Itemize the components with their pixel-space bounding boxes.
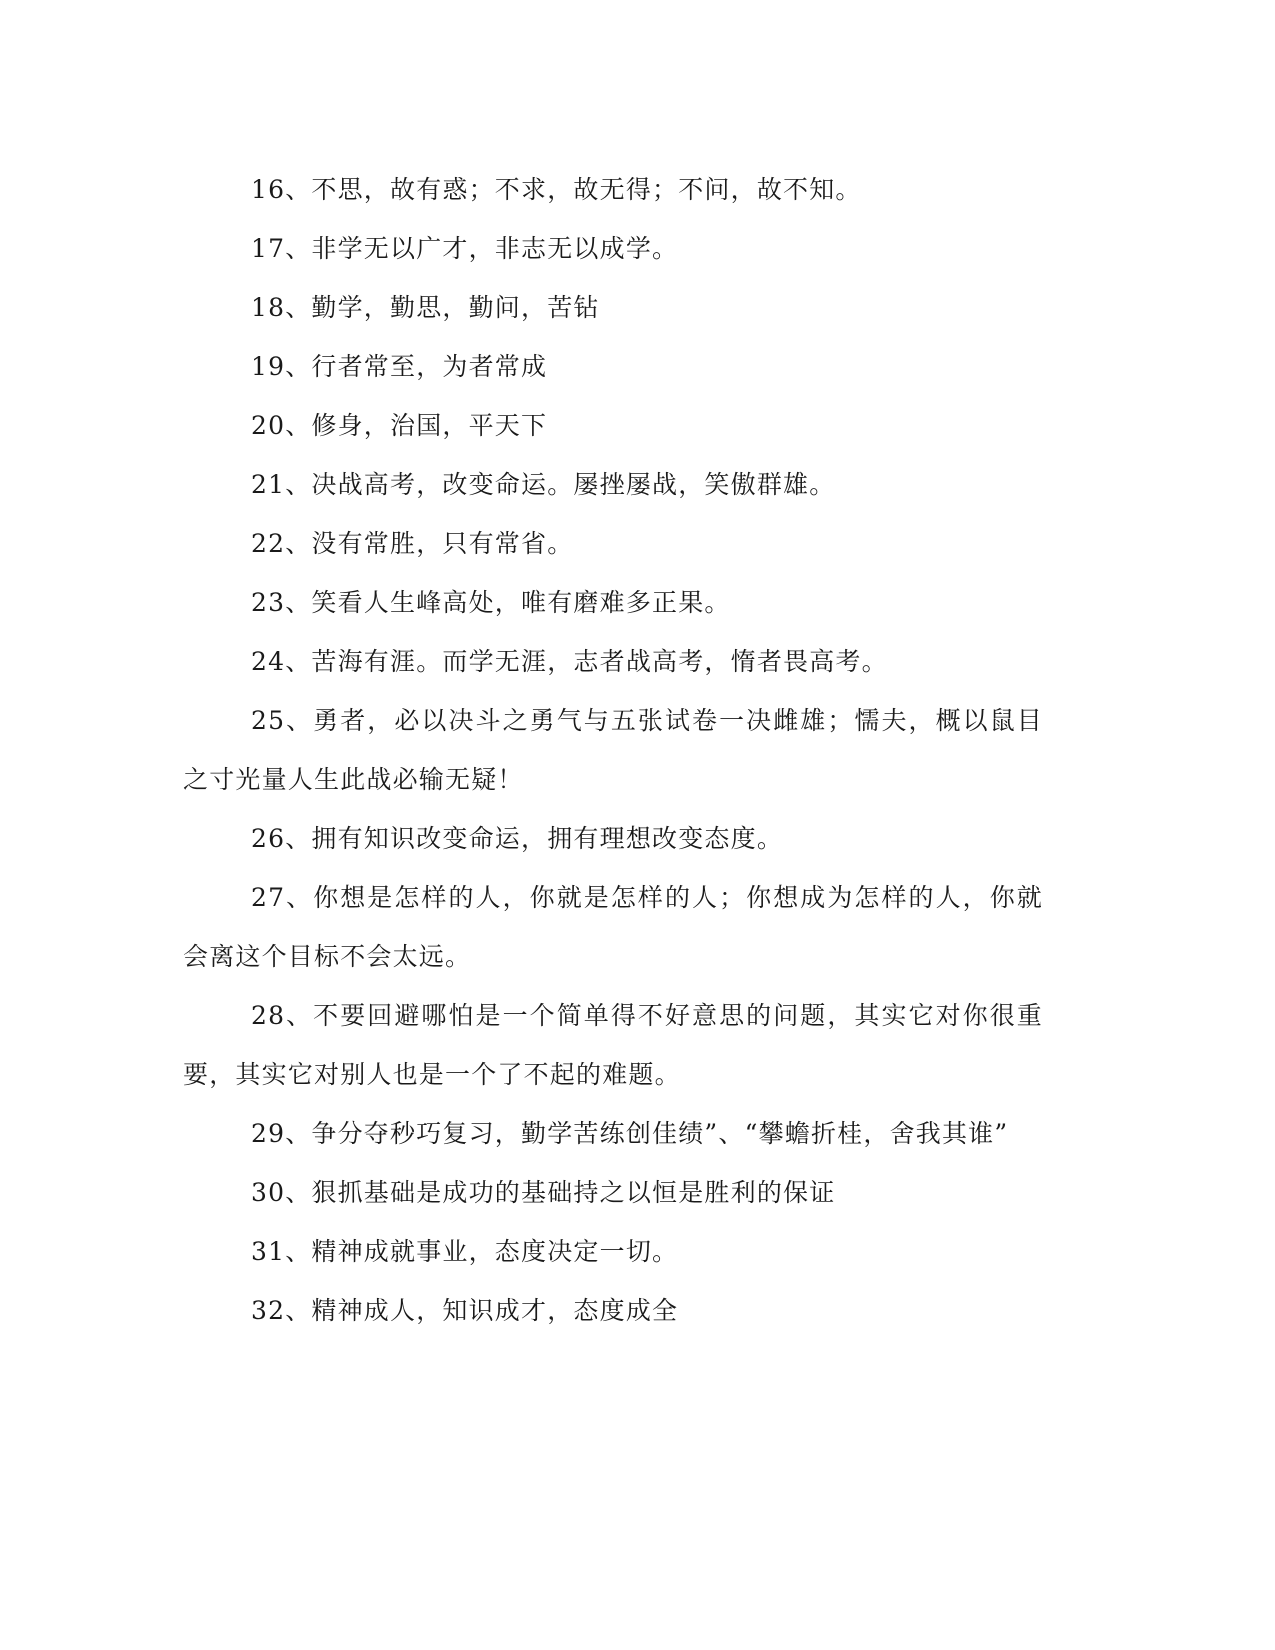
paragraph-23: 23、笑看人生峰高处，唯有磨难多正果。 <box>251 588 731 617</box>
paragraph-25: 25、勇者，必以决斗之勇气与五张试卷一决雌雄；懦夫，概以鼠目之寸光量人生此战必输无疑！ <box>183 706 1043 794</box>
paragraph-27: 27、你想是怎样的人，你就是怎样的人；你想成为怎样的人，你就会离这个目标不会太远。 <box>183 883 1043 971</box>
paragraph-19: 19、行者常至，为者常成 <box>251 352 548 381</box>
paragraph-30: 30、狠抓基础是成功的基础持之以恒是胜利的保证 <box>251 1178 836 1207</box>
paragraph-16: 16、不思，故有惑；不求，故无得；不问，故不知。 <box>251 175 862 204</box>
paragraph-20: 20、修身，治国，平天下 <box>251 411 548 440</box>
paragraph-22: 22、没有常胜，只有常省。 <box>251 529 574 558</box>
document-body <box>183 160 1043 1340</box>
paragraph-18: 18、勤学，勤思，勤问，苦钻 <box>251 293 600 322</box>
paragraph-28: 28、不要回避哪怕是一个简单得不好意思的问题，其实它对你很重要，其实它对别人也是一个了不起的难题。 <box>183 1001 1043 1089</box>
paragraph-21: 21、决战高考，改变命运。屡挫屡战，笑傲群雄。 <box>251 470 836 499</box>
paragraph-24: 24、苦海有涯。而学无涯，志者战高考，惰者畏高考。 <box>251 647 888 676</box>
paragraph-17: 17、非学无以广才，非志无以成学。 <box>251 234 679 263</box>
paragraph-26: 26、拥有知识改变命运，拥有理想改变态度。 <box>251 824 784 853</box>
paragraph-31: 31、精神成就事业，态度决定一切。 <box>251 1237 679 1266</box>
paragraph-32: 32、精神成人，知识成才，态度成全 <box>251 1296 679 1325</box>
paragraph-29: 29、争分夺秒巧复习，勤学苦练创佳绩”、“攀蟾折桂，舍我其谁” <box>251 1119 1009 1148</box>
